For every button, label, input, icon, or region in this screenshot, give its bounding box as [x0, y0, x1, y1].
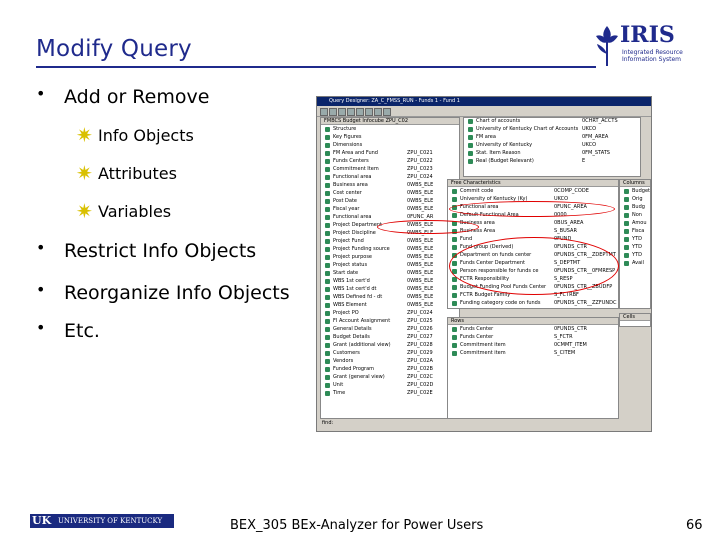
- row-technical-name: 0WBS_ELE: [407, 254, 434, 260]
- row-name: Non: [632, 212, 642, 218]
- infoobject-icon: [325, 383, 330, 388]
- row-technical-name: 0FUNDS_CTR: [554, 244, 588, 250]
- tree-row[interactable]: [448, 188, 618, 195]
- star-bullet-icon: ✷: [76, 161, 93, 185]
- row-technical-name: ZPU_C02A: [407, 358, 433, 364]
- bullet-dot-icon: •: [36, 238, 46, 257]
- infoobject-icon: [325, 271, 330, 276]
- row-technical-name: UKCO: [582, 142, 597, 148]
- tree-row[interactable]: [321, 158, 459, 165]
- row-technical-name: S_FCTR: [554, 334, 573, 340]
- toolbar-save-icon[interactable]: [338, 108, 346, 116]
- row-name: YTD: [632, 236, 642, 242]
- row-name: Funds Center: [460, 334, 494, 340]
- row-name: Functional area: [333, 214, 372, 220]
- infoobject-icon: [325, 295, 330, 300]
- row-name: FM area: [476, 134, 496, 140]
- bullet-text: Reorganize Info Objects: [64, 282, 290, 304]
- row-name: Structure: [333, 126, 357, 132]
- row-technical-name: 0WBS_ELE: [407, 190, 434, 196]
- row-name: Person responsible for funds ce: [460, 268, 539, 274]
- tree-row[interactable]: [464, 126, 640, 133]
- infoobject-icon: [468, 159, 473, 164]
- slide-title: Modify Query: [36, 36, 192, 62]
- tree-row[interactable]: [321, 246, 459, 253]
- row-name: Budget Details: [333, 334, 370, 340]
- tree-row[interactable]: [321, 238, 459, 245]
- row-technical-name: 0FUNDS_CTR__ZDEPTMT: [554, 252, 616, 258]
- infoobject-icon: [468, 143, 473, 148]
- row-technical-name: 0FUNDS_CTR__ZBUDFP: [554, 284, 613, 290]
- tree-row[interactable]: [321, 174, 459, 181]
- row-name: FM Area and Fund: [333, 150, 378, 156]
- toolbar-check-icon[interactable]: [356, 108, 364, 116]
- highlight-functional-area-free: [449, 201, 615, 217]
- infoobject-icon: [624, 237, 629, 242]
- row-name: Project Department: [333, 222, 382, 228]
- row-technical-name: UKCO: [582, 126, 597, 132]
- toolbar-new-icon[interactable]: [320, 108, 328, 116]
- row-technical-name: S_RESP: [554, 276, 573, 282]
- infoobject-icon: [325, 311, 330, 316]
- row-technical-name: S_DEPTMT: [554, 260, 581, 266]
- toolbar-execute-icon[interactable]: [347, 108, 355, 116]
- infoobject-icon: [325, 223, 330, 228]
- query-designer-window: [316, 96, 652, 432]
- infoobject-icon: [325, 319, 330, 324]
- bullet-dot-icon: •: [36, 318, 46, 337]
- infoobject-icon: [452, 343, 457, 348]
- infoobject-icon: [325, 135, 330, 140]
- row-name: Vendors: [333, 358, 354, 364]
- row-name: Fund group (Derived): [460, 244, 514, 250]
- rows-pane[interactable]: [447, 317, 619, 419]
- tree-row[interactable]: [464, 150, 640, 157]
- tree-row[interactable]: [464, 134, 640, 141]
- tree-row[interactable]: [321, 182, 459, 189]
- tree-row[interactable]: [448, 326, 618, 333]
- tree-row[interactable]: [321, 278, 459, 285]
- row-name: Budg: [632, 204, 645, 210]
- row-technical-name: 0FUNDS_CTR__ZZFUNDC: [554, 300, 617, 306]
- row-name: WBS 1st cert'd: [333, 278, 370, 284]
- row-technical-name: 0WBS_ELE: [407, 182, 434, 188]
- infoobject-icon: [624, 205, 629, 210]
- infoobject-icon: [325, 183, 330, 188]
- row-name: Business area: [333, 182, 368, 188]
- page-number: 66: [686, 518, 703, 533]
- row-technical-name: 0FUNDS_CTR: [554, 326, 588, 332]
- row-technical-name: 0BUS_AREA: [554, 220, 584, 226]
- row-technical-name: 0WBS_ELE: [407, 198, 434, 204]
- row-technical-name: E: [582, 158, 586, 164]
- row-technical-name: 0WBS_ELE: [407, 278, 434, 284]
- row-name: WBS Defined fd - dt: [333, 294, 383, 300]
- row-name: Budget: [632, 188, 650, 194]
- infoobject-icon: [468, 151, 473, 156]
- row-name: Unit: [333, 382, 344, 388]
- tree-row[interactable]: [321, 310, 459, 317]
- infoobject-icon: [624, 229, 629, 234]
- toolbar-filter-icon[interactable]: [374, 108, 382, 116]
- row-technical-name: ZPU_C021: [407, 150, 433, 156]
- tree-row[interactable]: [620, 260, 650, 267]
- row-name: Project Funding source: [333, 246, 390, 252]
- find-bar[interactable]: [320, 419, 640, 428]
- row-name: Fiscal year: [333, 206, 360, 212]
- row-name: Avail: [632, 260, 644, 266]
- row-name: Commitment item: [460, 350, 506, 356]
- infoobject-icon: [325, 351, 330, 356]
- row-technical-name: ZPU_C02E: [407, 390, 433, 396]
- row-technical-name: 0WBS_ELE: [407, 246, 434, 252]
- tree-row[interactable]: [321, 374, 459, 381]
- tree-row[interactable]: [321, 198, 459, 205]
- row-name: Grant (additional view): [333, 342, 391, 348]
- row-technical-name: 0WBS_ELE: [407, 206, 434, 212]
- row-name: Functional area: [333, 174, 372, 180]
- tree-row[interactable]: [321, 126, 459, 133]
- tree-row[interactable]: [321, 150, 459, 157]
- row-technical-name: 0WBS_ELE: [407, 262, 434, 268]
- row-name: Functional area: [460, 204, 499, 210]
- row-technical-name: S_BUSAR: [554, 228, 577, 234]
- tree-row[interactable]: [321, 350, 459, 357]
- row-name: Time: [333, 390, 346, 396]
- pane-header: FMBCS Budget Infocube ZPU_C02: [321, 118, 459, 125]
- iris-logo-word: IRIS: [620, 22, 675, 48]
- pane-header: Rows: [448, 318, 618, 325]
- tree-row[interactable]: [448, 342, 618, 349]
- tree-row[interactable]: [464, 142, 640, 149]
- tree-row[interactable]: [321, 366, 459, 373]
- infoobject-icon: [325, 247, 330, 252]
- row-technical-name: ZPU_C023: [407, 166, 433, 172]
- infoobject-icon: [325, 303, 330, 308]
- sub-bullet-text: Attributes: [98, 164, 177, 183]
- row-name: Project Discipline: [333, 230, 376, 236]
- infoobject-icon: [325, 327, 330, 332]
- iris-logo: [592, 22, 702, 70]
- pane-header: Columns: [620, 180, 650, 187]
- infoobject-icon: [624, 245, 629, 250]
- row-technical-name: ZPU_C025: [407, 318, 433, 324]
- infoobject-icon: [325, 375, 330, 380]
- infoobject-icon: [325, 167, 330, 172]
- iris-logo-line: Information System: [622, 56, 682, 63]
- uk-logo-text: UNIVERSITY OF KENTUCKY: [58, 517, 163, 525]
- row-name: Business area: [460, 220, 495, 226]
- row-technical-name: 0WBS_ELE: [407, 286, 434, 292]
- pane-header: Free Characteristics: [448, 180, 618, 187]
- row-technical-name: 0CHRT_ACCTS: [582, 118, 618, 124]
- infoobject-icon: [452, 335, 457, 340]
- star-bullet-icon: ✷: [76, 199, 93, 223]
- pane-header: Cells: [620, 314, 650, 321]
- row-name: YTD: [632, 252, 642, 258]
- tree-row[interactable]: [620, 212, 650, 219]
- infoobject-icon: [325, 367, 330, 372]
- tree-row[interactable]: [464, 158, 640, 165]
- toolbar-layout-icon[interactable]: [383, 108, 391, 116]
- row-name: Project Fund: [333, 238, 364, 244]
- infoobject-icon: [452, 197, 457, 202]
- toolbar-open-icon[interactable]: [329, 108, 337, 116]
- tree-row[interactable]: [321, 334, 459, 341]
- tree-row[interactable]: [321, 390, 459, 397]
- infoobject-icon: [325, 159, 330, 164]
- tree-row[interactable]: [321, 342, 459, 349]
- row-technical-name: ZPU_C02C: [407, 374, 433, 380]
- infoobject-icon: [325, 127, 330, 132]
- infoobject-icon: [624, 253, 629, 258]
- row-name: Budget Funding Pool Funds Center: [460, 284, 547, 290]
- row-name: Fisca: [632, 228, 645, 234]
- row-name: Funded Program: [333, 366, 375, 372]
- infoobject-icon: [452, 301, 457, 306]
- highlight-functional-area-left: [377, 220, 479, 234]
- tree-row[interactable]: [448, 334, 618, 341]
- highlight-funds-center-attributes: [449, 237, 619, 295]
- tree-row[interactable]: [321, 166, 459, 173]
- row-technical-name: 0WBS_ELE: [407, 294, 434, 300]
- row-name: FI Account Assignment: [333, 318, 391, 324]
- row-name: FCTR Budget Family: [460, 292, 511, 298]
- row-name: Funds Centers: [333, 158, 369, 164]
- row-technical-name: ZPU_C02D: [407, 382, 434, 388]
- row-technical-name: 0000: [554, 212, 567, 218]
- tree-row[interactable]: [321, 142, 459, 149]
- infoobject-icon: [624, 213, 629, 218]
- row-name: YTD: [632, 244, 642, 250]
- row-technical-name: ZPU_C024: [407, 174, 433, 180]
- star-bullet-icon: ✷: [76, 123, 93, 147]
- tree-row[interactable]: [321, 270, 459, 277]
- row-name: Grant (general view): [333, 374, 385, 380]
- row-technical-name: 0FUNC_AR: [407, 214, 434, 220]
- iris-flower-icon: [592, 22, 622, 68]
- row-name: Commit code: [460, 188, 494, 194]
- infoobject-icon: [452, 245, 457, 250]
- infoobject-icon: [452, 213, 457, 218]
- infoobject-icon: [325, 239, 330, 244]
- tree-row[interactable]: [464, 118, 640, 125]
- tree-row[interactable]: [620, 196, 650, 203]
- footer-course-title: BEX_305 BEx-Analyzer for Power Users: [230, 518, 484, 533]
- infoobject-icon: [468, 127, 473, 132]
- row-technical-name: ZPU_C028: [407, 342, 433, 348]
- row-name: Real (Budget Relevant): [476, 158, 534, 164]
- row-technical-name: ZPU_C022: [407, 158, 433, 164]
- row-technical-name: 0WBS_ELE: [407, 222, 434, 228]
- row-technical-name: ZPU_C024: [407, 310, 433, 316]
- infoobject-icon: [624, 189, 629, 194]
- query-designer-titlebar: Query Designer: ZA_C_FMSS_RUN - Funds 1 - Fund 1: [317, 97, 651, 106]
- infoobject-icon: [325, 215, 330, 220]
- tree-row[interactable]: [620, 228, 650, 235]
- row-name: Customers: [333, 350, 360, 356]
- tree-row[interactable]: [321, 382, 459, 389]
- row-name: WBS 1st cert'd dt: [333, 286, 377, 292]
- row-name: Start date: [333, 270, 359, 276]
- toolbar-properties-icon[interactable]: [365, 108, 373, 116]
- infoobject-icon: [452, 351, 457, 356]
- columns-pane[interactable]: [619, 179, 651, 309]
- row-name: Amou: [632, 220, 647, 226]
- row-technical-name: 0WBS_ELE: [407, 302, 434, 308]
- uk-footer-logo: [30, 514, 174, 528]
- title-divider: [36, 66, 596, 68]
- bullet-dot-icon: •: [36, 84, 46, 103]
- row-name: Project purpose: [333, 254, 373, 260]
- bullet-dot-icon: •: [36, 280, 46, 299]
- row-name: Funds Center Department: [460, 260, 525, 266]
- infoobject-icon: [452, 293, 457, 298]
- row-name: University of Kentucky Chart of Accounts: [476, 126, 579, 132]
- infoobject-icon: [325, 231, 330, 236]
- row-technical-name: ZPU_C029: [407, 350, 433, 356]
- row-technical-name: 0FM_AREA: [582, 134, 609, 140]
- row-technical-name: ZPU_C02B: [407, 366, 433, 372]
- cells-pane[interactable]: [619, 313, 651, 327]
- tree-row[interactable]: [620, 244, 650, 251]
- tree-row[interactable]: [321, 254, 459, 261]
- row-name: Commitment Item: [333, 166, 379, 172]
- infoobject-icon: [325, 287, 330, 292]
- tree-row[interactable]: [321, 134, 459, 141]
- infoobject-icon: [452, 237, 457, 242]
- row-technical-name: 0WBS_ELE: [407, 238, 434, 244]
- row-name: Cost center: [333, 190, 362, 196]
- row-name: Funds Center: [460, 326, 494, 332]
- tree-row[interactable]: [321, 262, 459, 269]
- infoobject-icon: [452, 327, 457, 332]
- infoobject-icon: [325, 279, 330, 284]
- bullet-text: Restrict Info Objects: [64, 240, 257, 262]
- tree-row[interactable]: [620, 188, 650, 195]
- row-name: University of Kentucky (Ky): [460, 196, 528, 202]
- infoobject-icon: [468, 119, 473, 124]
- tree-row[interactable]: [321, 190, 459, 197]
- infoobject-icon: [325, 359, 330, 364]
- infoobject-icon: [325, 343, 330, 348]
- row-name: Key Figures: [333, 134, 362, 140]
- row-technical-name: 0FUNDS_CTR__0FMRESP: [554, 268, 616, 274]
- infoobject-icon: [325, 143, 330, 148]
- row-technical-name: 0COMP_CODE: [554, 188, 589, 194]
- row-technical-name: S_FCTRBF: [554, 292, 579, 298]
- row-name: Project status: [333, 262, 368, 268]
- row-name: Project PO: [333, 310, 359, 316]
- infoobject-icon: [325, 207, 330, 212]
- infoobject-icon: [325, 335, 330, 340]
- filter-pane[interactable]: [463, 117, 641, 177]
- tree-row[interactable]: [620, 220, 650, 227]
- row-name: Commitment item: [460, 342, 506, 348]
- infoobject-icon: [468, 135, 473, 140]
- row-name: Stat. Item Reason: [476, 150, 521, 156]
- infoobject-icon: [624, 197, 629, 202]
- tree-row[interactable]: [620, 252, 650, 259]
- tree-row[interactable]: [620, 236, 650, 243]
- tree-row[interactable]: [321, 302, 459, 309]
- row-technical-name: 0FUND: [554, 236, 572, 242]
- infoobject-icon: [325, 199, 330, 204]
- sub-bullet-text: Variables: [98, 202, 172, 221]
- infoobject-icon: [325, 255, 330, 260]
- tree-row[interactable]: [321, 294, 459, 301]
- infoobject-icon: [624, 261, 629, 266]
- row-name: University of Kentucky: [476, 142, 533, 148]
- row-name: Post Date: [333, 198, 358, 204]
- row-name: Fund: [460, 236, 473, 242]
- infoobject-icon: [452, 189, 457, 194]
- tree-row[interactable]: [321, 358, 459, 365]
- row-technical-name: 0WBS_ELE: [407, 270, 434, 276]
- row-technical-name: UKCO: [554, 196, 569, 202]
- row-name: Chart of accounts: [476, 118, 521, 124]
- row-technical-name: 0FUNC_AREA: [554, 204, 587, 210]
- row-technical-name: ZPU_C026: [407, 326, 433, 332]
- tree-row[interactable]: [321, 318, 459, 325]
- tree-row[interactable]: [448, 300, 618, 307]
- infoobject-icon: [325, 263, 330, 268]
- tree-row[interactable]: [620, 204, 650, 211]
- row-technical-name: S_CITEM: [554, 350, 576, 356]
- row-name: Department on funds center: [460, 252, 532, 258]
- row-name: WBS Element: [333, 302, 367, 308]
- row-technical-name: 0CMMT_ITEM: [554, 342, 587, 348]
- bullet-text: Etc.: [64, 320, 100, 342]
- row-technical-name: 0FM_STATS: [582, 150, 610, 156]
- row-name: Default Functional Area: [460, 212, 519, 218]
- row-name: Business Area: [460, 228, 496, 234]
- row-name: Funding category code on funds: [460, 300, 541, 306]
- row-name: General Details: [333, 326, 372, 332]
- row-name: FCTR Responsibility: [460, 276, 510, 282]
- sub-bullet-text: Info Objects: [98, 126, 194, 145]
- query-designer-toolbar: [317, 106, 651, 117]
- infoobject-icon: [325, 391, 330, 396]
- row-technical-name: ZPU_C027: [407, 334, 433, 340]
- iris-logo-line: Integrated Resource: [622, 49, 683, 56]
- bullet-text: Add or Remove: [64, 86, 210, 108]
- infoobject-icon: [325, 175, 330, 180]
- row-technical-name: 0WBS_ELE: [407, 230, 434, 236]
- row-name: Dimensions: [333, 142, 363, 148]
- tree-row[interactable]: [448, 350, 618, 357]
- infoobject-icon: [624, 221, 629, 226]
- infoobject-icon: [452, 285, 457, 290]
- infoobject-icon: [325, 151, 330, 156]
- tree-row[interactable]: [321, 286, 459, 293]
- tree-row[interactable]: [321, 326, 459, 333]
- tree-row[interactable]: [321, 206, 459, 213]
- infoobject-icon: [325, 191, 330, 196]
- infoprovider-tree-pane[interactable]: [320, 117, 460, 419]
- uk-logo-mark: UK: [32, 514, 52, 527]
- row-name: Orig: [632, 196, 643, 202]
- find-label: find:: [322, 420, 334, 426]
